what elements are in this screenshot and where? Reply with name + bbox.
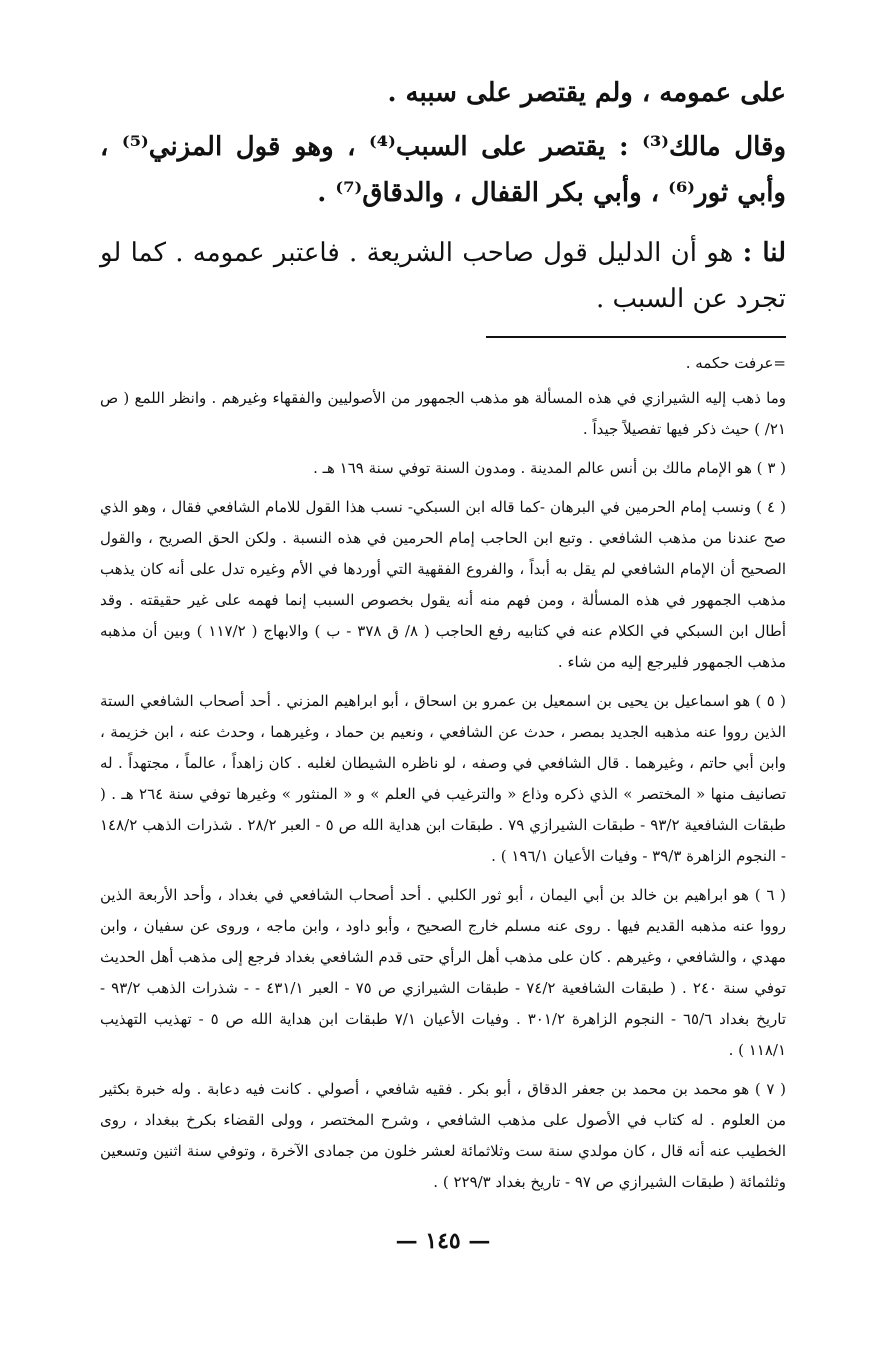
footnotes [100,348,786,1198]
footnote-5: ( ٥ ) هو اسماعيل بن يحيى بن اسمعيل بن عمرو بن اسحاق ، أبو ابراهيم المزني . أحد أصحاب الشافعي الستة الذين رووا عنه مذهبه الجديد بمصر ، حدث عن الشافعي ، ونعيم بن حماد ، وغيرهما ، وحدث عنه ، ابن خزيمة ، وابن أبي حاتم ، وغيرهما . قال الشافعي في وصفه ، لو ناظره الشيطان لغلبه . كان زاهداً ، عالماً ، مجتهداً . له تصانيف منها « المختصر » الذي ذكره وذاع « والترغيب في العلم » و « المنثور » وغيرها توفي سنة ٢٦٤ هـ . ( طبقات الشافعية ٩٣/٢ - طبقات الشيرازي ٧٩ . طبقات ابن هداية الله ص ٥ - العبر ٢٨/٢ . شذرات الذهب ١٤٨/٢ - النجوم الزاهرة ٣٩/٣ - وفيات الأعيان ١٩٦/١ ) . [100,692,786,865]
footnote-3: ( ٣ ) هو الإمام مالك بن أنس عالم المدينة . ومدون السنة توفي سنة ١٦٩ هـ . [313,459,786,477]
main-text [100,70,786,322]
main-paragraph-malik: وقال مالك⁽³⁾ : يقتصر على السبب⁽⁴⁾ ، وهو قول المزني⁽⁵⁾ ، وأبي ثور⁽⁶⁾ ، وأبي بكر القفال ، والدقاق⁽⁷⁾ . [100,132,787,208]
lana-text: هو أن الدليل قول صاحب الشريعة . فاعتبر عمومه . كما لو تجرد عن السبب . [100,238,786,314]
footnote-continued-2: وما ذهب إليه الشيرازي في هذه المسألة هو مذهب الجمهور من الأصوليين والفقهاء وغيرهم . وانظر اللمع ( ص ٢١/ ) حيث ذكر فيها تفصيلاً جيداً . [100,389,786,438]
footnote-4: ( ٤ ) ونسب إمام الحرمين في البرهان -كما قاله ابن السبكي- نسب هذا القول للامام الشافعي فقال ، وهو الذي صح عندنا من مذهب الشافعي . وتبع ابن الحاجب إمام الحرمين في هذه النسبة . ولكن الحق الصريح ، والقول الصحيح أن الإمام الشافعي لم يقل به أبداً ، والفروع الفقهية التي أوردها في الأم وغيره تدل على أنه كان يذهب مذهب الجمهور في هذه المسألة ، ومن فهم منه أنه يقول بخصوص السبب إنما فهمه على غير حقيقته . وقد أطال ابن السبكي في الكلام عنه في كتابيه رفع الحاجب ( ٨/ ق ٣٧٨ - ب ) والابهاج ( ١١٧/٢ ) وبين أن مذهبه مذهب الجمهور فليرجع إليه من شاء . [100,498,787,671]
page-number: — ١٤٥ — [395,1228,491,1254]
footnote-7: ( ٧ ) هو محمد بن محمد بن جعفر الدقاق ، أبو بكر . فقيه شافعي ، أصولي . كانت فيه دعابة . وله خبرة بكثير من العلوم . له كتاب في الأصول على مذهب الشافعي ، وشرح المختصر ، وولى القضاء بكرخ ببغداد ، روى الخطيب عنه أنه قال ، كان مولدي سنة ست وثلاثمائة لعشر خلون من جمادى الآخرة ، وتوفي سنة اثنين وتسعين وثلثمائة ( طبقات الشيرازي ص ٩٧ - تاريخ بغداد ٢٢٩/٣ ) . [100,1080,786,1191]
main-line-1: على عمومه ، ولم يقتصر على سببه . [387,78,786,108]
lana-heading: لنا : [742,238,787,268]
main-paragraph-lana [100,230,786,322]
footnote-continued: =عرفت حكمه . [685,354,786,372]
footnote-separator [486,336,786,338]
footnote-6: ( ٦ ) هو ابراهيم بن خالد بن أبي اليمان ، أبو ثور الكلبي . أحد أصحاب الشافعي في بغداد ، وأحد الأربعة الذين رووا عنه مذهبه القديم فيها . روى عنه مسلم خارج الصحيح ، وأبو داود ، وابن ماجه ، وروى عن سفيان ، وابن مهدي ، والشافعي ، وغيرهم . كان على مذهب أهل الرأي حتى قدم الشافعي بغداد فرجع إلى مذهب أهل الحديث توفي سنة ٢٤٠ . ( طبقات الشافعية ٧٤/٢ - طبقات الشيرازي ص ٧٥ - العبر ٤٣١/١ - - شذرات الذهب ٩٣/٢ - تاريخ بغداد ٦٥/٦ - النجوم الزاهرة ٣٠١/٢ . وفيات الأعيان ٧/١ طبقات ابن هداية الله ص ٥ - تهذيب التهذيب ١١٨/١ ) . [100,886,787,1059]
